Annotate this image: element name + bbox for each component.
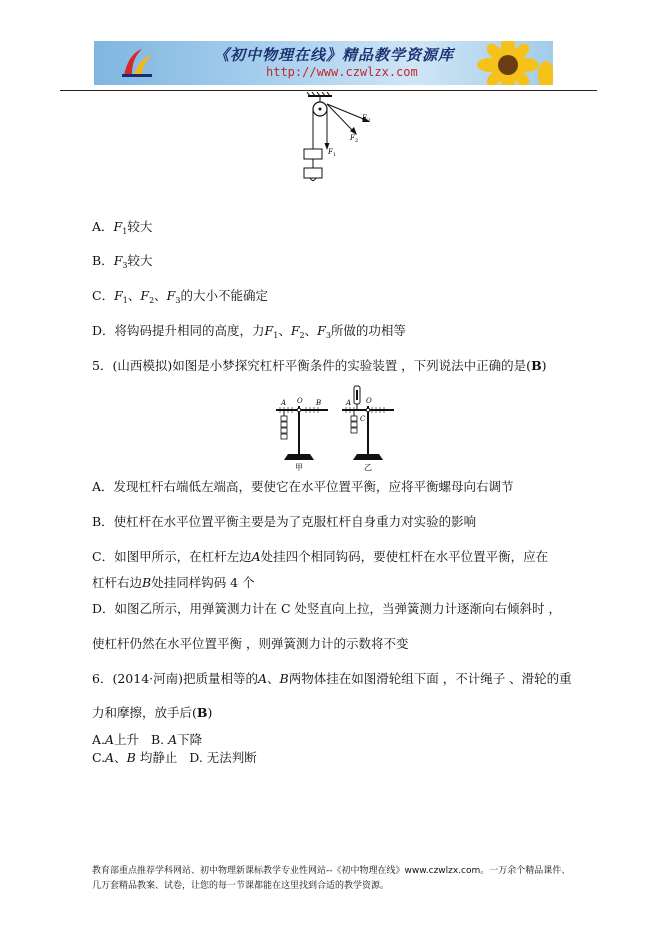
q5-option-d-line2: 使杠杆仍然在水平位置平衡 ，则弹簧测力计的示数将不变	[92, 636, 409, 651]
q4-option-b: B．$F_3$较大	[92, 253, 153, 270]
q4-option-c: C．$F_1$、$F_2$、$F_3$的大小不能确定	[92, 288, 268, 305]
q4-option-a: A．$F_1$较大	[92, 219, 153, 236]
f3-label: F	[362, 114, 367, 122]
fig-jia-label: 甲	[295, 463, 303, 472]
q5-option-b: B．使杠杆在水平位置平衡主要是为了克服杠杆自身重力对实验的影响	[92, 514, 477, 529]
f3-sub: 3	[367, 118, 371, 124]
fig-yi-a-label: A	[346, 399, 352, 407]
f2-sub: 2	[355, 138, 359, 144]
fig-yi-o-label: O	[366, 397, 372, 405]
fig-yi-c-label: C	[360, 415, 366, 423]
f2-label: F	[350, 134, 355, 142]
f1-label: F	[328, 148, 333, 156]
fig-jia-o-label: O	[297, 397, 303, 405]
q5-option-d-line1: D．如图乙所示，用弹簧测力计在 C 处竖直向上拉，当弹簧测力计逐渐向右倾斜时 ，	[92, 601, 562, 616]
q6-stem-line2: 力和摩擦，放手后(B)	[92, 705, 213, 720]
fig-yi-label: 乙	[364, 463, 372, 472]
header-divider	[60, 90, 597, 91]
site-logo-icon	[120, 47, 154, 79]
footer-line-2: 几万套精品教案、试卷，让您的每一节课都能在这里找到合适的教学资源。	[92, 881, 390, 891]
q5-stem: 5．(山西模拟)如图是小梦探究杠杆平衡条件的实验装置 ，下列说法中正确的是(B)	[92, 358, 547, 373]
q5-answer: B	[531, 358, 542, 373]
q4-option-d: D．将钩码提升相同的高度，力$F_1$、$F_2$、$F_3$所做的功相等	[92, 323, 406, 340]
q6-options-row1: A.A上升 B. A下降	[92, 732, 203, 747]
q6-stem-line1: 6．(2014·河南)把质量相等的A、B两物体挂在如图滑轮组下面 ，不计绳子 、滑轮的重	[92, 671, 572, 686]
lever-experiment-figure	[268, 384, 398, 474]
page-footer	[92, 864, 570, 894]
q6-answer: B	[196, 705, 208, 720]
banner-title: 《初中物理在线》精品教学资源库	[214, 46, 455, 64]
q5-option-c-line1: C．如图甲所示，在杠杆左边A处挂四个相同钩码，要使杠杆在水平位置平衡，应在	[92, 549, 549, 564]
q5-option-c-line2: 杠杆右边B处挂同样钩码 4 个	[92, 575, 255, 590]
fig-jia-b-label: B	[316, 399, 322, 407]
q5-option-a: A．发现杠杆右端低左端高，要使它在水平位置平衡，应将平衡螺母向右调节	[92, 479, 514, 494]
sunflower-icon	[466, 41, 553, 85]
fig-jia-a-label: A	[281, 399, 287, 407]
footer-line-1: 教育部重点推荐学科网站、初中物理新课标教学专业性网站--《初中物理在线》www.czwlzx.com。一万余个精品课件、	[92, 866, 571, 876]
q6-options-row2: C.A、B 均静止 D. 无法判断	[92, 750, 257, 765]
f1-sub: 1	[333, 152, 337, 158]
banner-url[interactable]: http://www.czwlzx.com	[266, 65, 418, 79]
header-banner	[94, 41, 553, 85]
pulley-forces-figure	[290, 92, 380, 192]
